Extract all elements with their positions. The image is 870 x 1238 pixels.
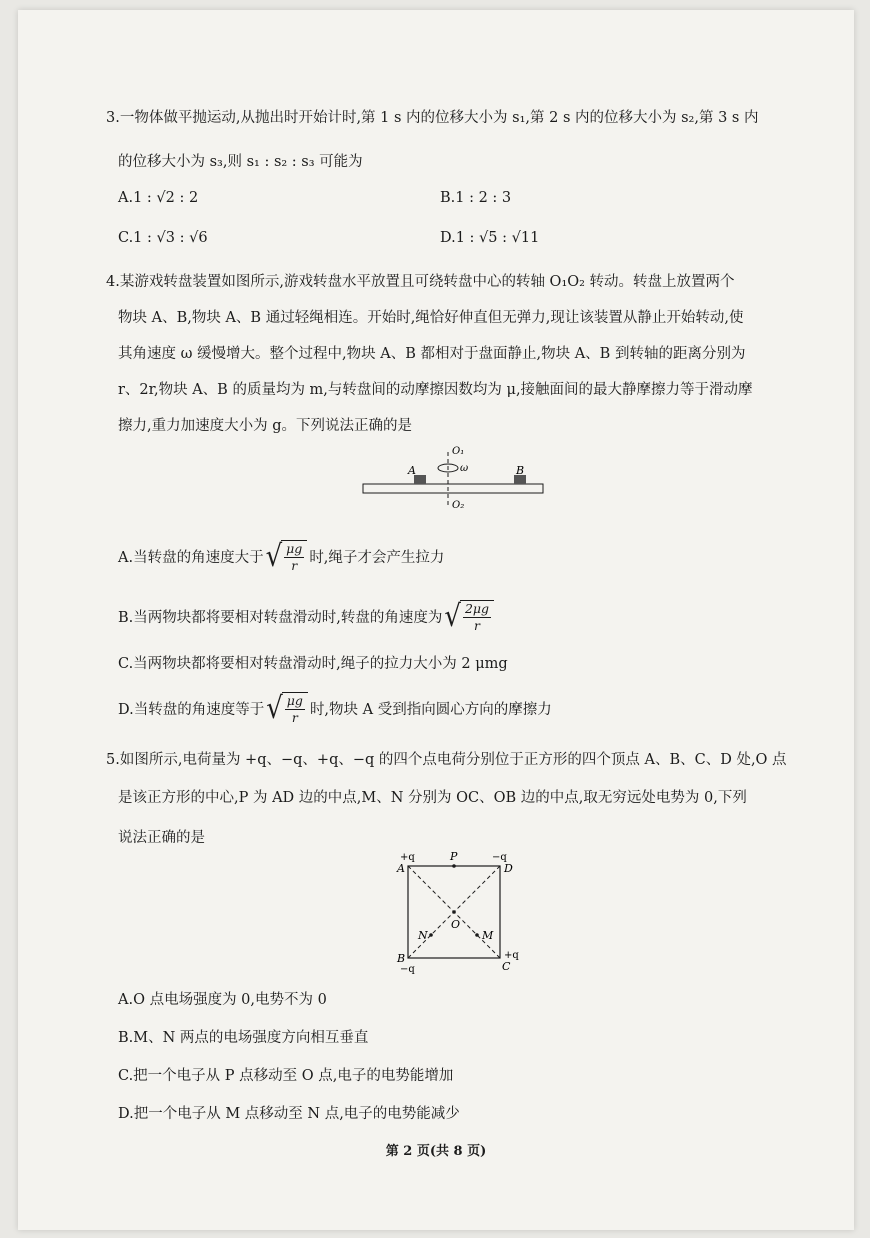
square-charges-figure xyxy=(388,848,528,978)
label-o1: O₁ xyxy=(452,446,465,457)
q4-option-d-pre: D.当转盘的角速度等于 xyxy=(118,702,265,719)
label-p: P xyxy=(450,850,458,863)
q4-line-2: 物块 A、B,物块 A、B 通过轻绳相连。开始时,绳恰好伸直但无弹力,现让该装置从静止开始转动,使 xyxy=(118,310,744,326)
label-n: N xyxy=(418,929,428,942)
q4-option-a xyxy=(118,540,444,573)
q4-option-c: C.当两物块都将要相对转盘滑动时,绳子的拉力大小为 2 μmg xyxy=(118,656,508,672)
label-b: B xyxy=(397,952,406,965)
q3-option-a: A.1 : √2 : 2 xyxy=(118,190,199,206)
denominator: r xyxy=(291,709,298,725)
q5-option-d: D.把一个电子从 M 点移动至 N 点,电子的电势能减少 xyxy=(118,1106,460,1122)
q5-option-b: B.M、N 两点的电场强度方向相互垂直 xyxy=(118,1030,369,1046)
label-omega: ω xyxy=(460,463,469,474)
q5-option-a: A.O 点电场强度为 0,电势不为 0 xyxy=(118,992,327,1008)
numerator: μg xyxy=(286,541,303,556)
q4-option-d xyxy=(118,692,552,725)
charge-c: +q xyxy=(504,950,519,961)
label-d: D xyxy=(504,862,513,875)
charge-b: −q xyxy=(400,964,415,975)
q3-line-1: 3.一物体做平抛运动,从抛出时开始计时,第 1 s 内的位移大小为 s₁,第 2 s 内的位移大小为 s₂,第 3 s 内 xyxy=(106,110,759,126)
label-o: O xyxy=(451,918,461,931)
denominator: r xyxy=(474,617,480,633)
q4-line-1: 4.某游戏转盘装置如图所示,游戏转盘水平放置且可绕转盘中心的转轴 O₁O₂ 转动。转盘上放置两个 xyxy=(106,274,735,290)
q3-line-2: 的位移大小为 s₃,则 s₁ : s₂ : s₃ 可能为 xyxy=(118,154,363,170)
page-footer: 第 2 页(共 8 页) xyxy=(385,1144,487,1159)
q4-option-d-post: 时,物块 A 受到指向圆心方向的摩擦力 xyxy=(309,702,552,719)
label-a: A xyxy=(408,464,416,477)
point-n xyxy=(429,933,433,937)
q5-line-2: 是该正方形的中心,P 为 AD 边的中点,M、N 分别为 OC、OB 边的中点,取无穷远处电势为 0,下列 xyxy=(118,790,747,806)
label-o2: O₂ xyxy=(452,500,465,511)
label-c: C xyxy=(502,960,511,973)
label-a: A xyxy=(397,862,405,875)
label-b: B xyxy=(516,464,525,477)
q5-line-3: 说法正确的是 xyxy=(118,830,205,846)
q4-option-b xyxy=(118,600,496,633)
q3-option-d: D.1 : √5 : √11 xyxy=(440,230,540,246)
charge-a: +q xyxy=(400,852,415,863)
point-m xyxy=(475,933,479,937)
sqrt-expression: √ $\frac{2\mu g}{r}$ xyxy=(444,600,494,633)
numerator: μg xyxy=(286,693,303,708)
denominator: r xyxy=(291,557,298,573)
q3-option-c: C.1 : √3 : √6 xyxy=(118,230,208,246)
q4-option-b-pre: B.当两物块都将要相对转盘滑动时,转盘的角速度为 xyxy=(118,610,443,627)
q4-line-4: r、2r,物块 A、B 的质量均为 m,与转盘间的动摩擦因数均为 μ,接触面间的最大静摩擦力等于滑动摩 xyxy=(118,382,753,398)
numerator: 2μg xyxy=(464,601,490,616)
q4-option-a-post: 时,绳子才会产生拉力 xyxy=(309,550,445,567)
exam-page xyxy=(18,10,854,1230)
q4-line-3: 其角速度 ω 缓慢增大。整个过程中,物块 A、B 都相对于盘面静止,物块 A、B 到转轴的距离分别为 xyxy=(118,346,746,362)
q3-option-b: B.1 : 2 : 3 xyxy=(440,190,512,206)
q5-option-c: C.把一个电子从 P 点移动至 O 点,电子的电势能增加 xyxy=(118,1068,454,1084)
charge-d: −q xyxy=(492,852,507,863)
turntable-figure xyxy=(358,442,548,512)
q4-option-a-pre: A.当转盘的角速度大于 xyxy=(118,550,264,567)
q5-line-1: 5.如图所示,电荷量为 +q、−q、+q、−q 的四个点电荷分别位于正方形的四个顶点 A、B、C、D 处,O 点 xyxy=(106,752,787,768)
q4-line-5: 擦力,重力加速度大小为 g。下列说法正确的是 xyxy=(118,418,412,434)
sqrt-expression: √ $\frac{\mu g}{r}$ xyxy=(266,692,308,725)
sqrt-expression: √ $\frac{\mu g}{r}$ xyxy=(266,540,308,573)
label-m: M xyxy=(482,929,494,942)
point-p xyxy=(452,864,456,868)
point-o xyxy=(452,910,456,914)
turntable-disk xyxy=(363,484,543,493)
